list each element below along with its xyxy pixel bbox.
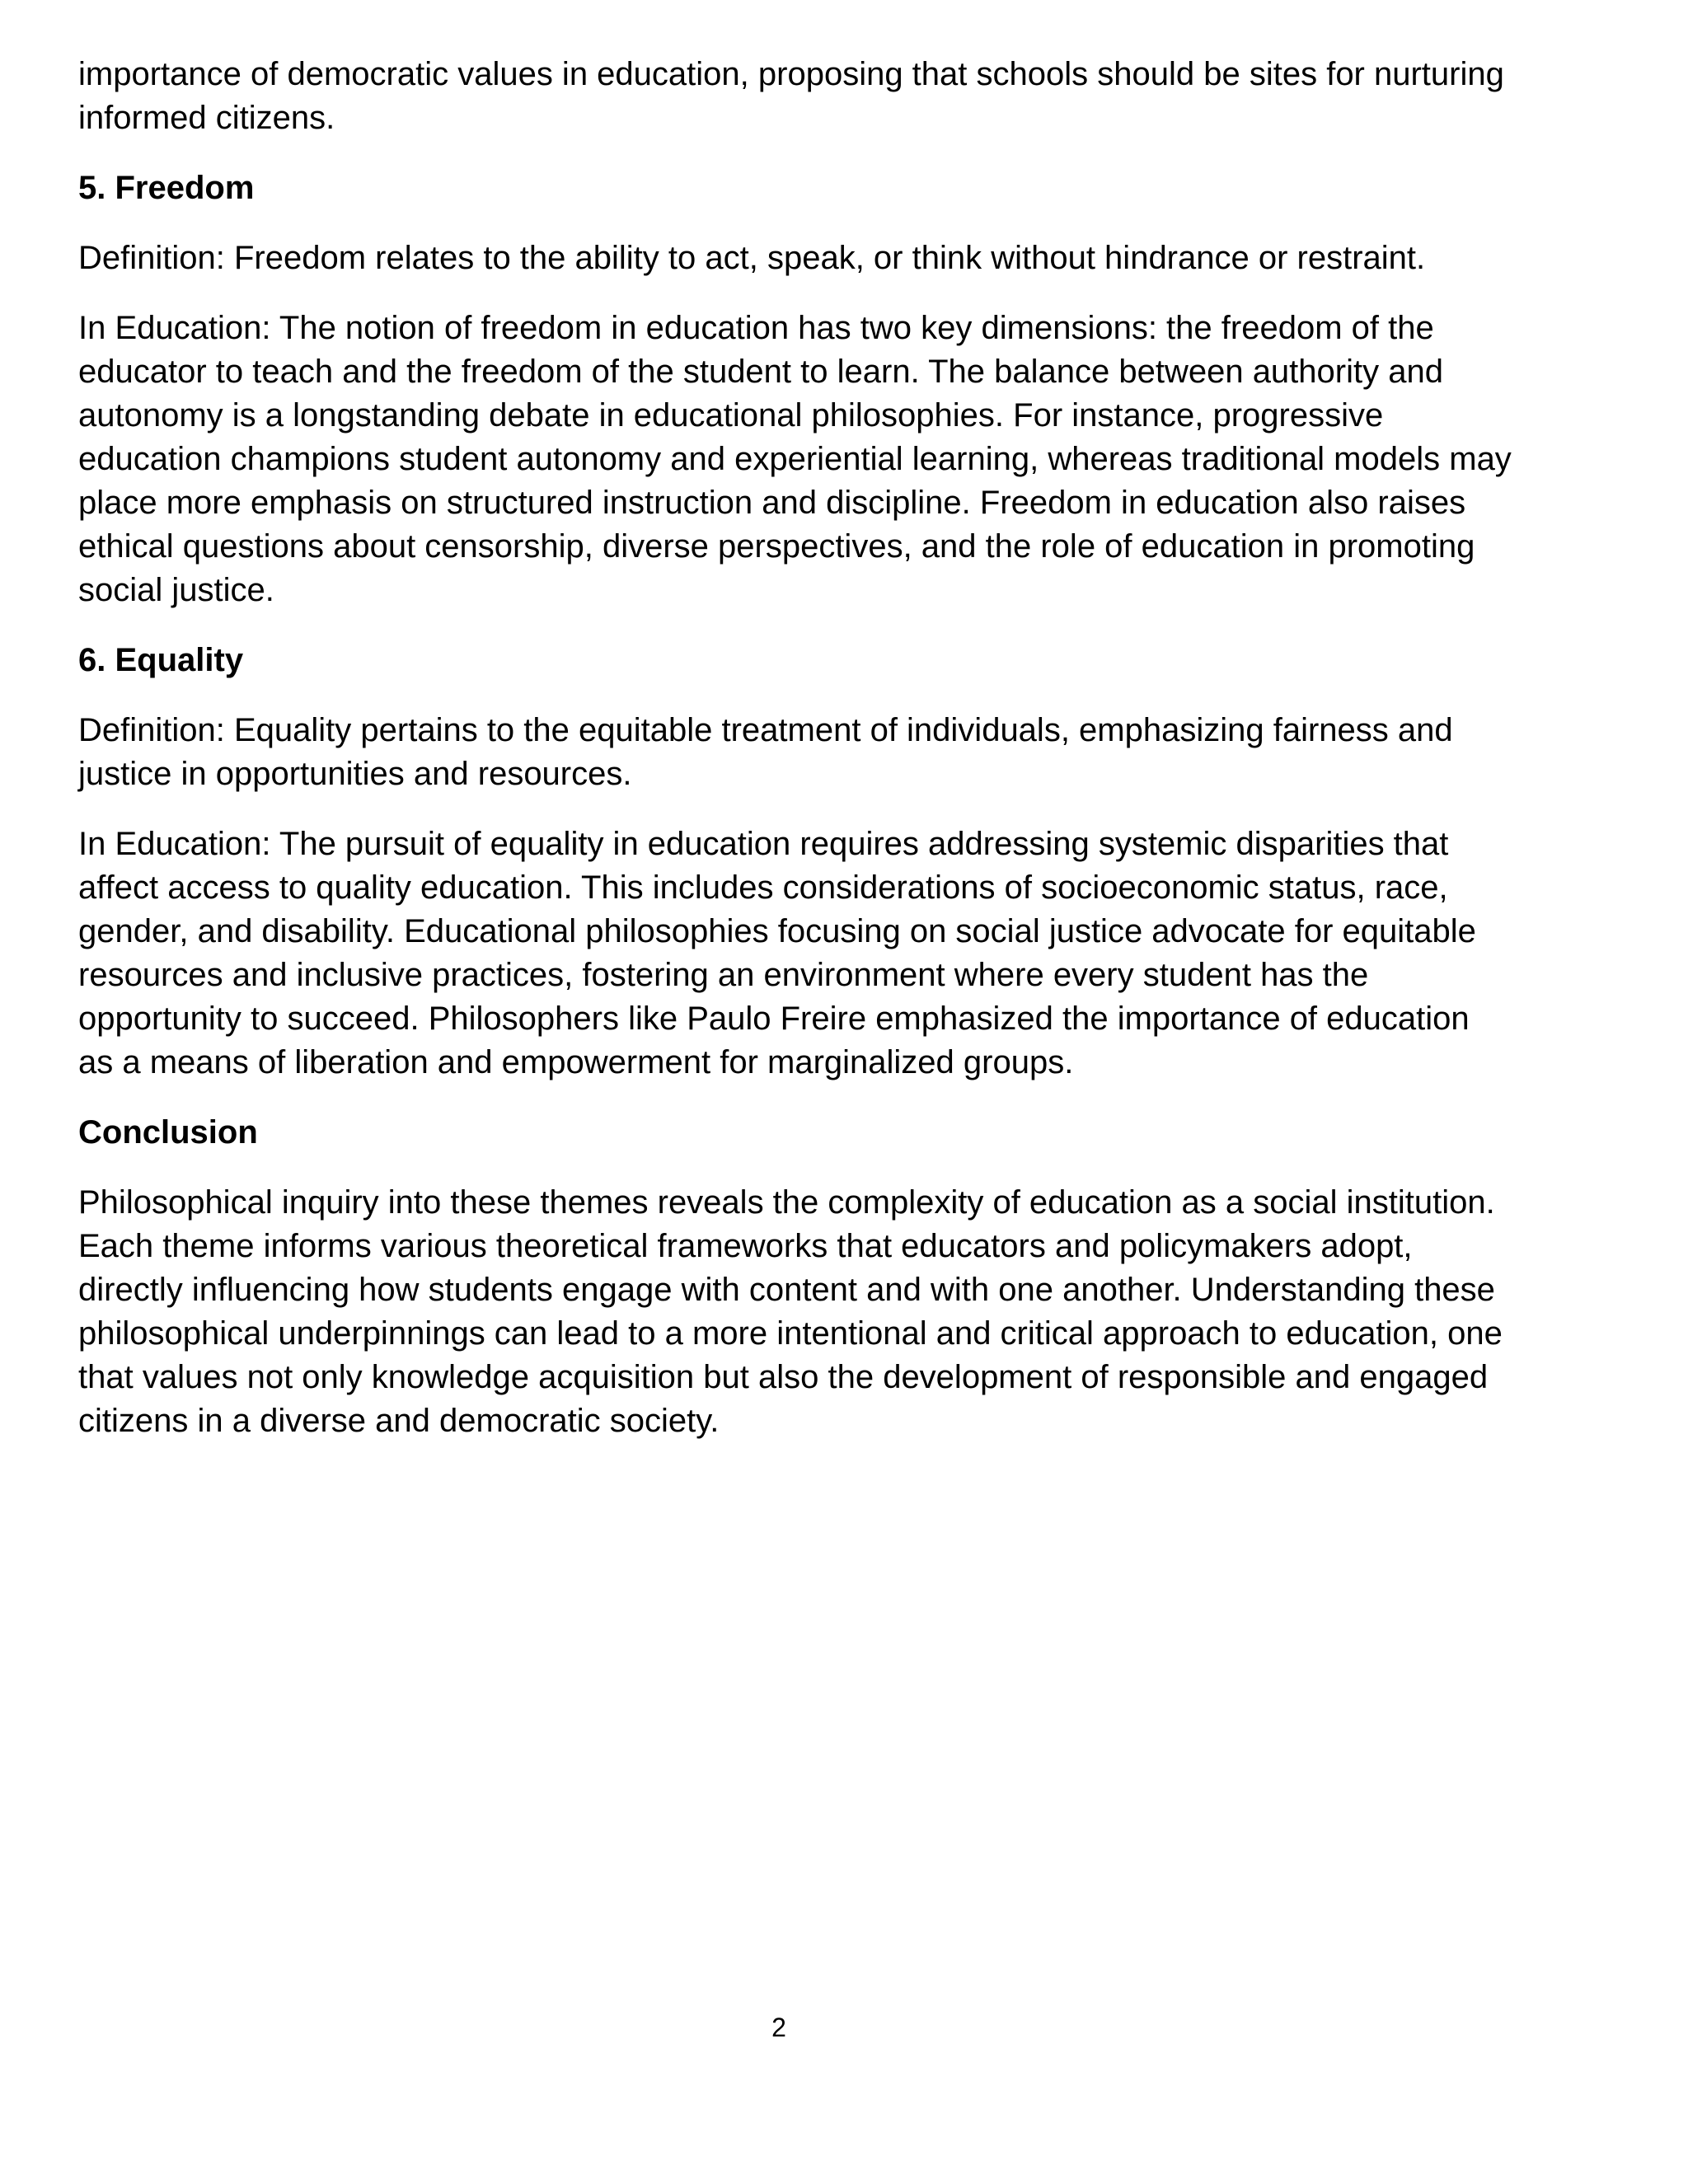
freedom-education-paragraph: In Education: The notion of freedom in education has two key dimensions: the freedom of the educator to teach and the freedom of the student to learn. The balance between authority and autonomy is a longstanding debate in educational philosophies. For instance, progressive education champions student autonomy and experiential learning, whereas traditional models may place more emphasis on structured instruction and discipline. Freedom in education also raises ethical questions about censorship, diverse perspectives, and the role of education in promoting social justice. xyxy=(78,310,1512,608)
conclusion-paragraph: Philosophical inquiry into these themes reveals the complexity of education as a social institution. Each theme informs various theoretical frameworks that educators and policymakers adopt, directly influencing how students engage with content and with one another. Understanding these philosophical underpinnings can lead to a more intentional and critical approach to education, one that values not only knowledge acquisition but also the development of responsible and engaged citizens in a diverse and democratic society. xyxy=(78,1184,1503,1439)
intro-continuation-paragraph: importance of democratic values in education, proposing that schools should be sites for nurturing informed citizens. xyxy=(78,56,1504,136)
equality-education-paragraph: In Education: The pursuit of equality in education requires addressing systemic disparities that affect access to quality education. This includes considerations of socioeconomic status, race, gender, and disability. Educational philosophies focusing on social justice advocate for equitable resources and inclusive practices, fostering an environment where every student has the opportunity to succeed. Philosophers like Paulo Freire emphasized the importance of education as a means of liberation and empowerment for marginalized groups. xyxy=(78,826,1476,1080)
page-number: 2 xyxy=(771,2013,786,2042)
freedom-heading: 5. Freedom xyxy=(78,170,255,206)
freedom-definition-paragraph: Definition: Freedom relates to the ability to act, speak, or think without hindrance or restraint. xyxy=(78,240,1426,276)
conclusion-heading: Conclusion xyxy=(78,1114,258,1151)
document-body xyxy=(78,53,1512,1469)
equality-definition-paragraph: Definition: Equality pertains to the equitable treatment of individuals, emphasizing fairness and justice in opportunities and resources. xyxy=(78,712,1453,792)
equality-heading: 6. Equality xyxy=(78,642,244,678)
